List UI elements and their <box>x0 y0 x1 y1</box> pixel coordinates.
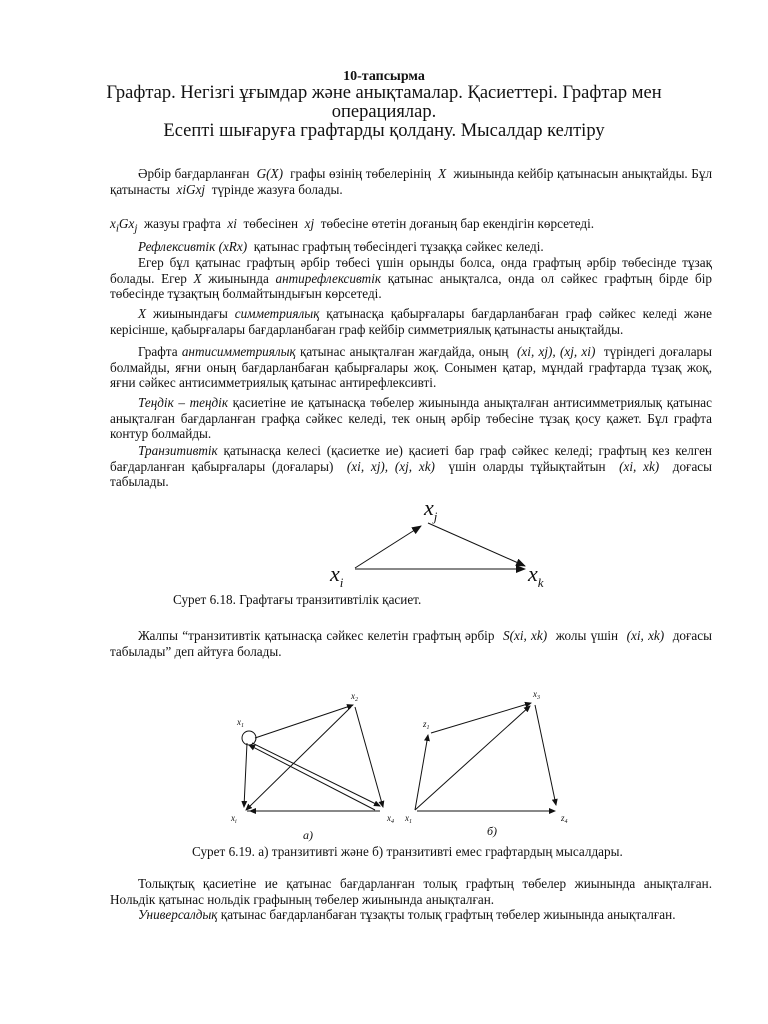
paragraph-3: Рефлексивтік (xRx) қатынас графтың төбесіндегі тұзаққа сәйкес келеді. <box>138 239 544 254</box>
formula-xi: xi <box>227 216 237 231</box>
term-antisymmetric: антисимметриялық <box>181 344 296 359</box>
paragraph-10: Толықтық қасиетіне ие қатынас бағдарланған толық графтың төбелер жиынында анықталған. Нольдік қатынас нольдік графының төбелер жиынында анықталған. <box>110 876 712 907</box>
graph-b-non-transitive <box>404 689 568 838</box>
svg-text:x2: $x_2$ <box>351 691 358 703</box>
graph-b-label: б) <box>487 824 498 838</box>
formula-x: X <box>438 166 447 181</box>
figure-6-18 <box>320 495 560 595</box>
paragraph-5: X жиынындағы симметриялық қатынасқа қабырғалары бағдарланбаған граф сәйкес келеді және керісінше, қабырғалары бағдарланбаған граф кейбір симметриялық қатынасты анықтайды. <box>110 306 713 337</box>
loop-x1 <box>242 731 256 745</box>
paragraph-8: Транзитивтік қатынасқа келесі (қасиетке ие) қасиеті бар граф сәйкес келеді; графтың кез келген бағдарланған қабырғалары (доғалары) (xi, xj), (xj, xk) үшін оларды тұйықтайтын (xi, xk) доғасы табылады. <box>110 443 713 489</box>
term-universal: Универсалдық <box>138 907 218 922</box>
svg-text:x1: $x_1$ <box>237 717 244 729</box>
svg-text:x4: $x_4$ <box>387 813 394 825</box>
formula-gx: G(X) <box>256 166 283 181</box>
graph-a-transitive <box>230 691 394 842</box>
figure-6-19 <box>225 685 585 845</box>
svg-text:x3: $x_3$ <box>533 689 540 701</box>
formula-xj: xj <box>304 216 315 231</box>
svg-text:z4: $z_4$ <box>561 813 568 825</box>
term-transitive: Транзитивтік <box>138 443 218 458</box>
term-reflexive: Рефлексивтік <box>138 239 216 254</box>
formula-xigxj: xiGxj <box>176 181 206 197</box>
term-equality: Теңдік – теңдік <box>138 395 228 410</box>
paragraph-4: Егер бұл қатынас графтың әрбір төбесі үшін орынды болса, онда графтың әрбір төбесінде тұзақ болады. Егер X жиынында антирефлексивтік қатынас анықталса, онда ол сәйкес графтың бірде бір төбесінде тұзақтың болмайтындығын көрсетеді. <box>110 255 713 301</box>
formula-xrx: (xRx) <box>218 239 248 254</box>
label-xk: $x_k$ <box>528 561 544 590</box>
svg-text:xi: $x_i$ <box>231 813 237 825</box>
graph-a-label: а) <box>303 828 313 842</box>
term-antireflexive: антирефлексивтік <box>275 270 382 286</box>
paragraph-2: $x_iGx_j$ жазуы графта xi төбесінен xj төбесіне өтетін доғаның бар екендігін көрсетеді. <box>110 216 595 235</box>
label-xi: $x_i$ <box>330 561 344 590</box>
paragraph-11: Универсалдық қатынас бағдарланбаған тұзақты толық графтың төбелер жиынында анықталған. <box>138 907 676 922</box>
paragraph-7: Теңдік – теңдік қасиетіне ие қатынасқа төбелер жиынында анықталған антисимметриялық қатынас анықталған бағдарланған графқа сәйкес келеді, тек оның әрбір төбесіне тұзақ қосу қажет. Бұл графта контур болмайды. <box>110 395 712 441</box>
arc-xi-xj <box>355 526 421 568</box>
title-line-1: Графтар. Негізгі ұғымдар және анықтамалар. Қасиеттері. Графтар мен <box>106 83 662 103</box>
formula-pairs: (xi, xj), (xj, xi) <box>517 344 596 359</box>
title-line-2: операциялар. <box>331 102 437 122</box>
paragraph-9: Жалпы “транзитивтік қатынасқа сәйкес келетін графтың әрбір S(xi, xk) жолы үшін (xi, xk) доғасы табылады” деп айтуға болады. <box>110 628 712 659</box>
title-line-3: Есепті шығаруға графтарды қолдану. Мысалдар келтіру <box>163 121 605 141</box>
assignment-number: 10-тапсырма <box>343 69 425 84</box>
formula-s: S(xi, xk) <box>502 628 548 643</box>
term-symmetric: симметриялық <box>234 306 320 321</box>
paragraph-1: Әрбір бағдарланған G(X) графы өзінің төбелерінің X жиынында кейбір қатынасын анықтайды. Бұл қатынасты xiGxj түрінде жазуға болады. <box>110 166 713 197</box>
page-title <box>100 84 668 141</box>
arc-xj-xk <box>428 523 525 566</box>
svg-text:x1: $x_1$ <box>405 813 412 825</box>
figure-6-19-caption: Сурет 6.19. а) транзитивті және б) транзитивті емес графтардың мысалдары. <box>192 844 623 859</box>
svg-text:z1: $z_1$ <box>423 719 430 731</box>
paragraph-6: Графта антисимметриялық қатынас анықталған жағдайда, оның (xi, xj), (xj, xi) түріндегі доғалары болмайды, яғни оның бағдарланбаған қабырғалары жоқ. Сонымен қатар, мұндай графтарда тұзақ жоқ, яғни сәйкес антисимметриялық қатынас антирефлексивті. <box>110 344 713 390</box>
label-xj: $x_j$ <box>424 495 438 524</box>
figure-6-18-caption: Сурет 6.18. Графтағы транзитивтілік қасиет. <box>173 592 422 607</box>
